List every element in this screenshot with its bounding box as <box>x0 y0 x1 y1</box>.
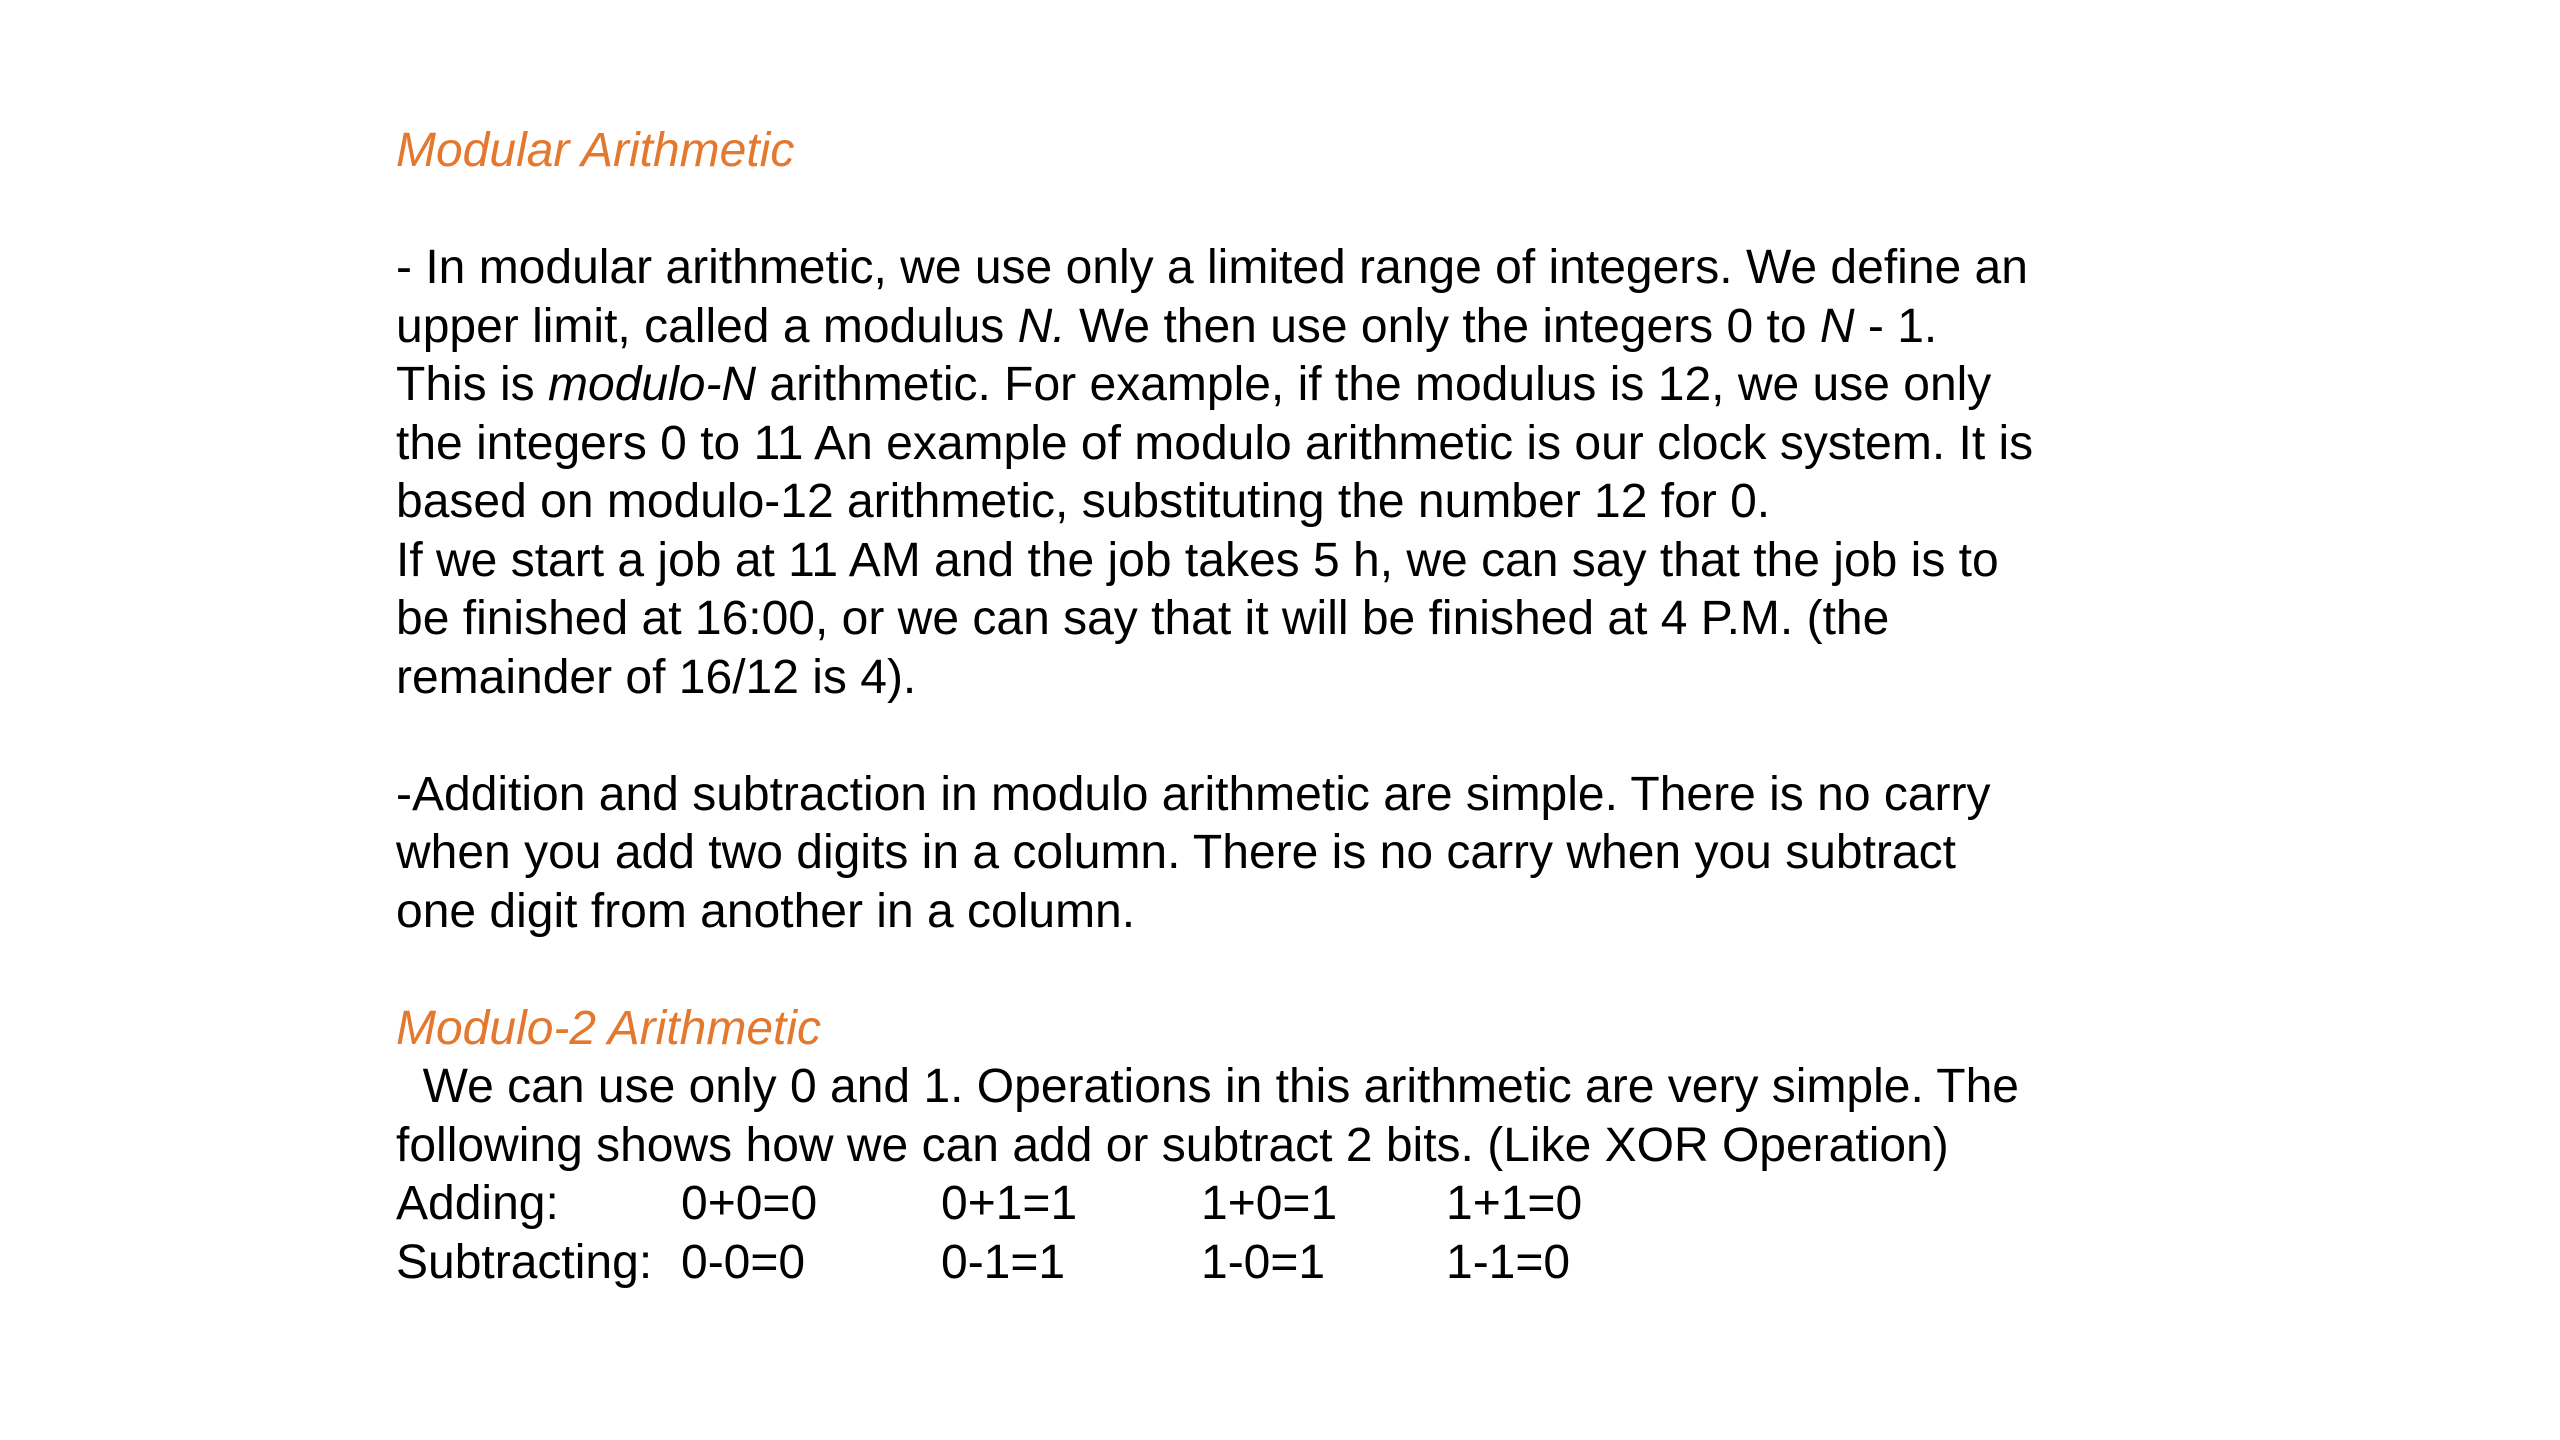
text-line: the integers 0 to 11 An example of modulo arithmetic is our clock system. It is <box>396 416 2034 470</box>
text-span: arithmetic. For example, if the modulus is 12, we use only <box>756 358 1992 411</box>
table-row-adding <box>396 1175 2096 1234</box>
operation-cell: 0+0=0 <box>681 1177 818 1230</box>
operation-cell: 1-1=0 <box>1446 1235 1571 1289</box>
operations-table <box>396 1175 2096 1292</box>
operation-cell: 0+1=1 <box>941 1177 1078 1230</box>
spacer <box>396 707 2096 766</box>
section-title-modular-arithmetic: Modular Arithmetic <box>396 124 795 177</box>
spacer <box>396 181 2096 240</box>
text-line: based on modulo-12 arithmetic, substituting the number 12 for 0. <box>396 475 1771 528</box>
operation-cell: 0-1=1 <box>941 1235 1066 1289</box>
text-line <box>396 356 2096 415</box>
paragraph-modular-intro <box>396 239 2096 707</box>
text-span: We then use only the integers 0 to <box>1065 299 1820 353</box>
text-line: We can use only 0 and 1. Operations in this arithmetic are very simple. The <box>396 1060 2019 1113</box>
text-line <box>396 298 2096 357</box>
paragraph-modulo-2 <box>396 1058 2096 1175</box>
text-line: -Addition and subtraction in modulo arithmetic are simple. There is no carry <box>396 767 1991 821</box>
text-span: upper limit, called a modulus <box>396 299 1018 353</box>
text-line: be finished at 16:00, or we can say that it will be finished at 4 P.M. (the <box>396 592 1890 645</box>
spacer <box>396 941 2096 1000</box>
operation-cell: 1+1=0 <box>1446 1177 1583 1230</box>
text-span-italic: N. <box>1017 299 1066 353</box>
table-row-subtracting <box>396 1234 2096 1293</box>
text-span-italic: N <box>1819 299 1855 353</box>
operation-cell: 1-0=1 <box>1201 1235 1326 1289</box>
section-title-modulo-2-arithmetic: Modulo-2 Arithmetic <box>396 1001 822 1055</box>
text-line: - In modular arithmetic, we use only a limited range of integers. We define an <box>396 241 2028 294</box>
text-line: If we start a job at 11 AM and the job takes 5 h, we can say that the job is to <box>396 533 1999 587</box>
row-label: Adding: <box>396 1177 559 1230</box>
text-line: one digit from another in a column. <box>396 884 1136 938</box>
text-line: remainder of 16/12 is 4). <box>396 650 917 704</box>
operation-cell: 0-0=0 <box>681 1235 806 1289</box>
text-span: - 1. <box>1854 299 1938 353</box>
text-line: following shows how we can add or subtract 2 bits. (Like XOR Operation) <box>396 1118 1949 1172</box>
paragraph-addition-subtraction <box>396 766 2096 942</box>
text-span: This is <box>396 358 549 411</box>
operation-cell: 1+0=1 <box>1201 1177 1338 1230</box>
text-span-italic: modulo-N <box>548 358 757 411</box>
row-label: Subtracting: <box>396 1235 653 1289</box>
slide-content <box>396 122 2096 1292</box>
text-line: when you add two digits in a column. There is no carry when you subtract <box>396 826 1956 879</box>
